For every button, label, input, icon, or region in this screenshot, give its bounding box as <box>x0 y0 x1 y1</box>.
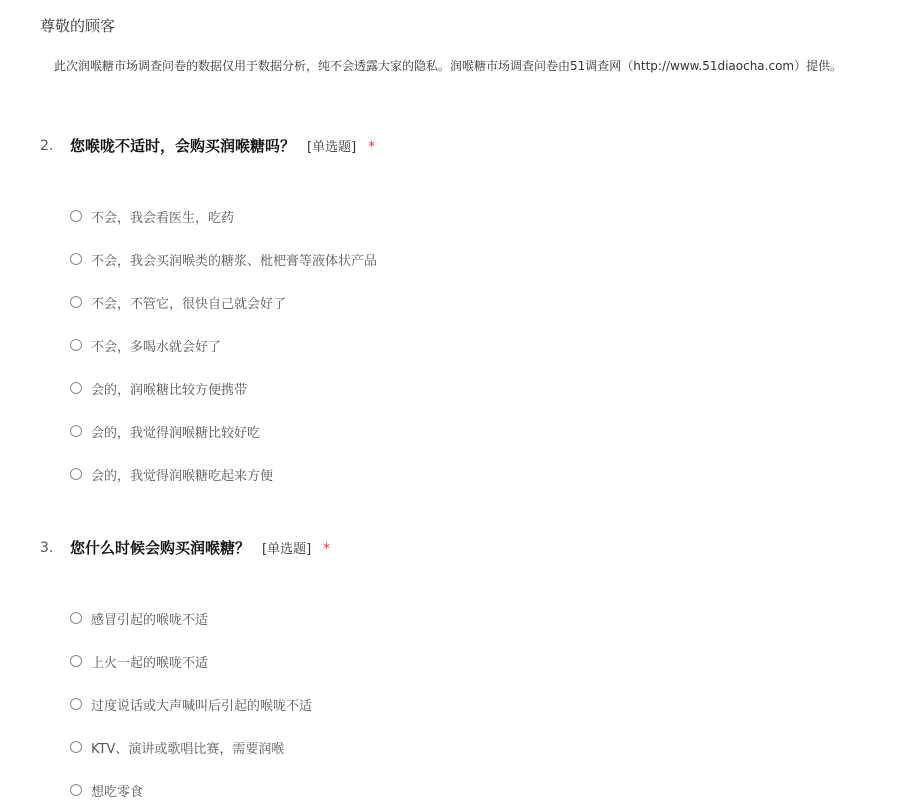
question-title: 您喉咙不适时，会购买润喉糖吗？ <box>70 137 296 155</box>
question-title-row <box>40 134 880 158</box>
option-q2-6[interactable] <box>70 421 260 441</box>
greeting-heading: 尊敬的顾客 <box>40 17 116 35</box>
question-3 <box>40 536 880 560</box>
option-q3-4[interactable] <box>70 737 284 757</box>
option-label: 会的，润喉糖比较方便携带 <box>91 382 248 398</box>
option-q3-1[interactable] <box>70 608 208 628</box>
radio-button[interactable] <box>70 468 82 480</box>
option-q2-3[interactable] <box>70 292 286 312</box>
question-type-label: [单选题] <box>262 542 312 557</box>
option-label: 会的，我觉得润喉糖比较好吃 <box>91 425 261 441</box>
radio-button[interactable] <box>70 698 82 710</box>
question-2 <box>40 134 880 158</box>
option-q2-1[interactable] <box>70 206 234 226</box>
radio-button[interactable] <box>70 296 82 308</box>
option-q2-7[interactable] <box>70 464 273 484</box>
radio-button[interactable] <box>70 210 82 222</box>
radio-button[interactable] <box>70 253 82 265</box>
radio-button[interactable] <box>70 655 82 667</box>
option-label: 不会，我会买润喉类的糖浆、枇杷膏等液体状产品 <box>91 253 378 269</box>
question-type-label: [单选题] <box>307 140 357 155</box>
radio-button[interactable] <box>70 612 82 624</box>
question-text <box>70 536 330 562</box>
question-number: 3. <box>40 540 54 556</box>
question-text <box>70 134 375 160</box>
radio-button[interactable] <box>70 382 82 394</box>
option-label: KTV、演讲或歌唱比赛，需要润喉 <box>91 741 285 757</box>
required-mark: * <box>323 541 331 557</box>
option-label: 会的，我觉得润喉糖吃起来方便 <box>91 468 274 484</box>
question-title-row <box>40 536 880 560</box>
option-q2-4[interactable] <box>70 335 221 355</box>
option-q2-5[interactable] <box>70 378 247 398</box>
option-q3-5[interactable] <box>70 780 143 800</box>
required-mark: * <box>368 139 376 155</box>
option-label: 上火一起的喉咙不适 <box>91 655 209 671</box>
option-label: 想吃零食 <box>91 784 144 800</box>
survey-intro: 此次润喉糖市场调查问卷的数据仅用于数据分析，纯不会透露大家的隐私。润喉糖市场调查问卷由51调查网（http://www.51diaocha.com）提供。 <box>54 59 843 73</box>
option-label: 过度说话或大声喊叫后引起的喉咙不适 <box>91 698 313 714</box>
option-q2-2[interactable] <box>70 249 377 269</box>
question-title: 您什么时候会购买润喉糖？ <box>70 539 251 557</box>
option-label: 不会，多喝水就会好了 <box>91 339 222 355</box>
option-label: 不会，不管它，很快自己就会好了 <box>91 296 287 312</box>
radio-button[interactable] <box>70 339 82 351</box>
radio-button[interactable] <box>70 784 82 796</box>
option-label: 感冒引起的喉咙不适 <box>91 612 209 628</box>
option-label: 不会，我会看医生，吃药 <box>91 210 235 226</box>
question-number: 2. <box>40 138 54 154</box>
radio-button[interactable] <box>70 741 82 753</box>
option-q3-2[interactable] <box>70 651 208 671</box>
radio-button[interactable] <box>70 425 82 437</box>
option-q3-3[interactable] <box>70 694 312 714</box>
